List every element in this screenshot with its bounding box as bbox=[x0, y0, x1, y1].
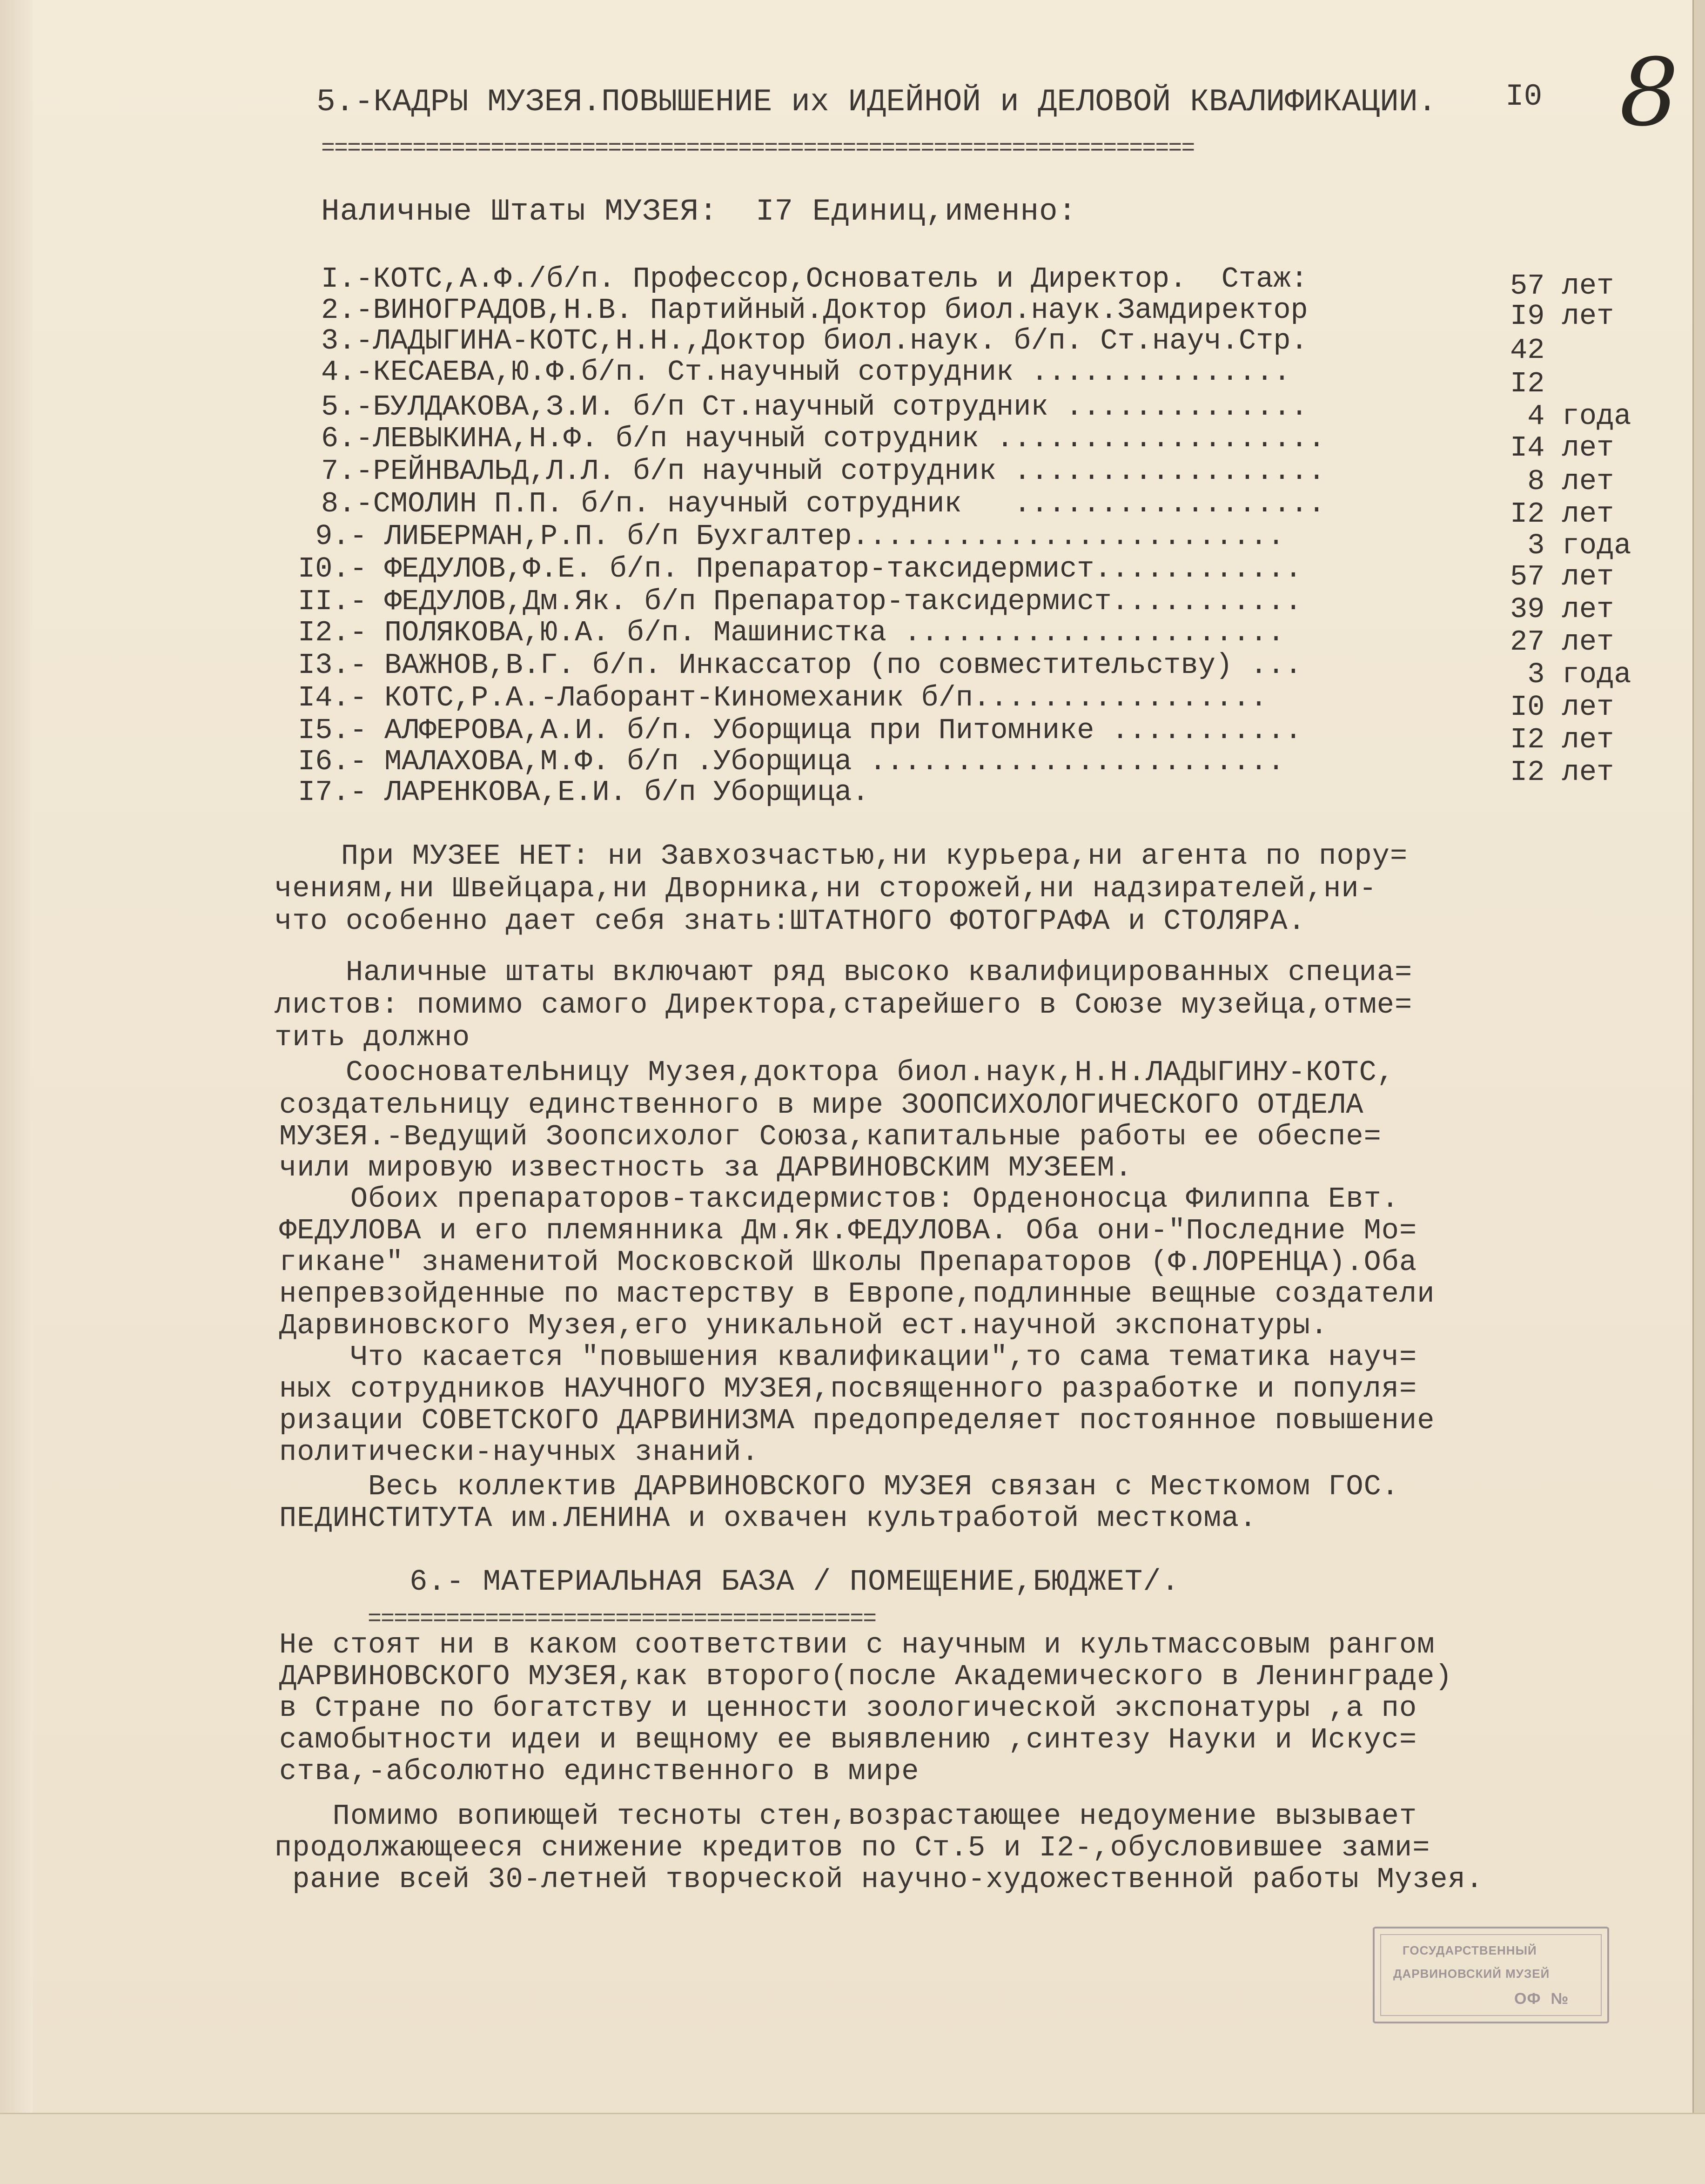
staff-row-15-years: I2 лет bbox=[1510, 723, 1614, 756]
staff-row-5: 5.-БУЛДАКОВА,З.И. б/п Ст.научный сотрудник .............. bbox=[321, 390, 1308, 423]
staff-row-2: 2.-ВИНОГРАДОВ,Н.В. Партийный.Доктор биол.наук.Замдиректор bbox=[321, 294, 1308, 327]
paragraph-line: ства,-абсолютно единственного в мире bbox=[279, 1755, 920, 1788]
staff-row-7: 7.-РЕЙНВАЛЬД,Л.Л. б/п научный сотрудник .................. bbox=[321, 455, 1325, 488]
paragraph-line: ризации СОВЕТСКОГО ДАРВИНИЗМА предопределяет постоянное повышение bbox=[279, 1404, 1435, 1437]
staff-row-3: 3.-ЛАДЫГИНА-КОТС,Н.Н.,Доктор биол.наук. б/п. Ст.науч.Стр. bbox=[321, 324, 1308, 357]
staff-row-1: I.-КОТС,А.Ф./б/п. Профессор,Основатель и Директор. Стаж: bbox=[321, 262, 1308, 296]
archive-stamp bbox=[1373, 1927, 1609, 2023]
staff-row-4-years: I2 bbox=[1510, 367, 1545, 400]
staff-row-1-years: 57 лет bbox=[1510, 269, 1614, 302]
paragraph-line: Обоих препараторов-таксидермистов: Орденоносца Филиппа Евт. bbox=[279, 1183, 1399, 1216]
paragraph-line: листов: помимо самого Директора,старейшего в Союзе музейца,отме= bbox=[275, 988, 1413, 1021]
paragraph-line: самобытности идеи и вещному ее выявлению ,синтезу Науки и Искус= bbox=[279, 1723, 1417, 1756]
paragraph-line: продолжающееся снижение кредитов по Ст.5 и I2-,обусловившее зами= bbox=[275, 1831, 1430, 1864]
staff-row-2-years: I9 лет bbox=[1510, 300, 1614, 333]
staff-row-17: I7.- ЛАРЕНКОВА,Е.И. б/п Уборщица. bbox=[298, 776, 869, 809]
staff-row-4: 4.-КЕСАЕВА,Ю.Ф.б/п. Ст.научный сотрудник ............... bbox=[321, 356, 1291, 389]
paragraph-line: рание всей 30-летней творческой научно-художественной работы Музея. bbox=[275, 1863, 1484, 1896]
staff-row-16-years: I2 лет bbox=[1510, 756, 1614, 789]
staff-row-7-years: 8 лет bbox=[1510, 465, 1614, 498]
paragraph-line: ДАРВИНОВСКОГО МУЗЕЯ,как второго(после Академического в Ленинграде) bbox=[279, 1660, 1453, 1693]
staff-row-13: I3.- ВАЖНОВ,В.Г. б/п. Инкассатор (по совместительству) ... bbox=[298, 649, 1302, 682]
staff-row-6-years: I4 лет bbox=[1510, 431, 1614, 464]
paragraph-line: ПЕДИНСТИТУТА им.ЛЕНИНА и охвачен культработой месткома. bbox=[279, 1502, 1257, 1535]
paragraph-line: Наличные штаты включают ряд высоко квалифицированных специа= bbox=[275, 956, 1413, 989]
paragraph-line: непревзойденные по мастерству в Европе,подлинные вещные создатели bbox=[279, 1277, 1435, 1310]
page-edge bbox=[1692, 0, 1705, 2183]
paragraph-line: ных сотрудников НАУЧНОГО МУЗЕЯ,посвященного разработке и популя= bbox=[279, 1372, 1417, 1405]
staff-row-9: 9.- ЛИБЕРМАН,Р.П. б/п Бухгалтер......................... bbox=[298, 520, 1285, 553]
paragraph-line: что особенно дает себя знать:ШТАТНОГО ФОТОГРАФА и СТОЛЯРА. bbox=[275, 905, 1306, 938]
section-6-title: 6.- МАТЕРИАЛЬНАЯ БАЗА / ПОМЕЩЕНИЕ,БЮДЖЕТ/. bbox=[409, 1566, 1180, 1599]
paragraph-line: При МУЗЕЕ НЕТ: ни Завхозчастью,ни курьера,ни агента по пору= bbox=[270, 840, 1408, 873]
paragraph-line: гикане" знаменитой Московской Школы Препараторов (Ф.ЛОРЕНЦА).Оба bbox=[279, 1246, 1417, 1279]
staff-row-8: 8.-СМОЛИН П.П. б/п. научный сотрудник .................. bbox=[321, 487, 1325, 520]
staff-row-13-years: 3 года bbox=[1510, 658, 1631, 691]
paragraph-line: чили мировую известность за ДАРВИНОВСКИМ МУЗЕЕМ. bbox=[279, 1151, 1133, 1184]
paragraph-line: в Стране по богатству и ценности зоологической экспонатуры ,а по bbox=[279, 1692, 1417, 1725]
staff-row-11-years: 39 лет bbox=[1510, 593, 1614, 626]
staff-intro: Наличные Штаты МУЗЕЯ: I7 Единиц,именно: bbox=[321, 194, 1077, 229]
stamp-line: ОФ № bbox=[1514, 1990, 1569, 2008]
paragraph-line: Дарвиновского Музея,его уникальной ест.научной экспонатуры. bbox=[279, 1309, 1329, 1342]
paragraph-line: МУЗЕЯ.-Ведущий Зоопсихолог Союза,капитальные работы ее обеспе= bbox=[279, 1120, 1382, 1153]
staff-row-10-years: 57 лет bbox=[1510, 560, 1614, 593]
paragraph-line: ФЕДУЛОВА и его племянника Дм.Як.ФЕДУЛОВА. Оба они-"Последние Мо= bbox=[279, 1214, 1417, 1247]
paragraph-line: создательницу единственного в мире ЗООПСИХОЛОГИЧЕСКОГО ОТДЕЛА bbox=[279, 1089, 1364, 1122]
paragraph-line: Что касается "повышения квалификации",то сама тематика науч= bbox=[279, 1341, 1417, 1374]
stamp-line: ГОСУДАРСТВЕННЫЙ bbox=[1403, 1943, 1537, 1957]
paragraph-line: Не стоят ни в каком соответствии с научным и культмассовым рангом bbox=[279, 1628, 1435, 1661]
staff-row-8-years: I2 лет bbox=[1510, 497, 1614, 531]
staff-row-14: I4.- КОТС,Р.А.-Лаборант-Киномеханик б/п................. bbox=[298, 681, 1268, 714]
section-6-underline: ======================================= bbox=[368, 1610, 876, 1629]
page-number: I0 bbox=[1505, 79, 1543, 114]
paragraph-line: Помимо вопиющей тесноты стен,возрастающее недоумение вызывает bbox=[279, 1800, 1417, 1833]
paragraph-line: Весь коллектив ДАРВИНОВСКОГО МУЗЕЯ связан с Месткомом ГОС. bbox=[279, 1470, 1399, 1503]
section-title: 5.-КАДРЫ МУЗЕЯ.ПОВЫШЕНИЕ их ИДЕЙНОЙ и ДЕЛОВОЙ КВАЛИФИКАЦИИ. bbox=[316, 84, 1437, 120]
staff-row-15: I5.- АЛФЕРОВА,А.И. б/п. Уборщица при Питомнике ........... bbox=[298, 714, 1302, 747]
staff-row-10: I0.- ФЕДУЛОВ,Ф.Е. б/п. Препаратор-таксидермист............ bbox=[298, 552, 1302, 585]
paragraph-line: СооснователЬницу Музея,доктора биол.наук,Н.Н.ЛАДЫГИНУ-КОТС, bbox=[275, 1056, 1395, 1089]
paragraph-line: политически-научных знаний. bbox=[279, 1436, 759, 1469]
staff-row-9-years: 3 года bbox=[1510, 529, 1631, 562]
paragraph-line: тить должно bbox=[275, 1021, 470, 1054]
stamp-line: ДАРВИНОВСКИЙ МУЗЕЙ bbox=[1393, 1967, 1550, 1981]
handwritten-page-number: 8 bbox=[1619, 39, 1679, 147]
staff-row-3-years: 42 bbox=[1510, 334, 1545, 367]
staff-row-12-years: 27 лет bbox=[1510, 625, 1614, 659]
staff-row-16: I6.- МАЛАХОВА,М.Ф. б/п .Уборщица ........................ bbox=[298, 745, 1285, 778]
staff-row-11: II.- ФЕДУЛОВ,Дм.Як. б/п Препаратор-таксидермист........... bbox=[298, 585, 1302, 618]
staff-row-6: 6.-ЛЕВЫКИНА,Н.Ф. б/п научный сотрудник ................... bbox=[321, 422, 1325, 455]
page-bottom-edge bbox=[0, 2113, 1705, 2184]
title-underline: =================================================================== bbox=[321, 140, 1195, 158]
staff-row-14-years: I0 лет bbox=[1510, 691, 1614, 724]
paragraph-line: чениям,ни Швейцара,ни Дворника,ни сторожей,ни надзирателей,ни- bbox=[275, 872, 1377, 905]
staff-row-5-years: 4 года bbox=[1510, 400, 1631, 433]
binding-shadow bbox=[0, 0, 33, 2183]
staff-row-12: I2.- ПОЛЯКОВА,Ю.А. б/п. Машинистка ...................... bbox=[298, 616, 1285, 649]
